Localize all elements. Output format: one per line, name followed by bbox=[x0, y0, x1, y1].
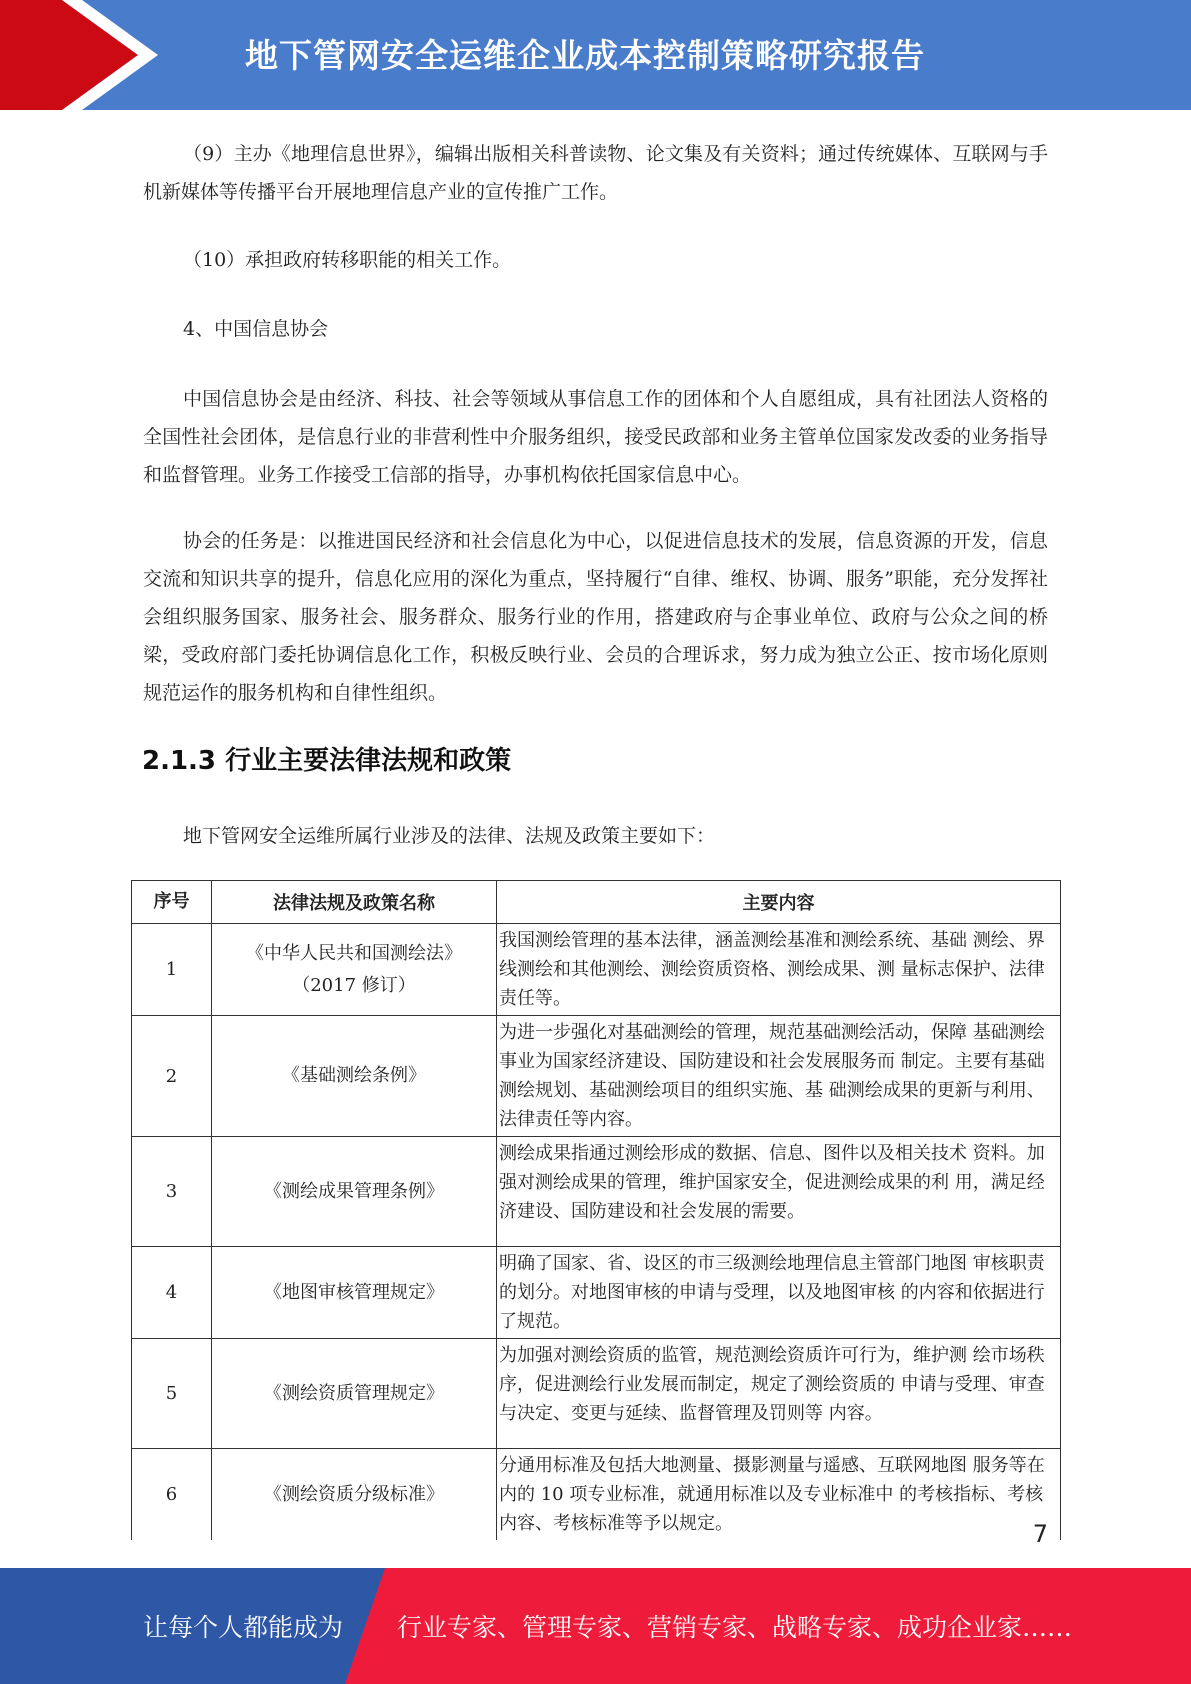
header-content: 主要内容 bbox=[497, 881, 1061, 924]
row-content: 为加强对测绘资质的监管，规范测绘资质许可行为，维护测 绘市场秩序，促进测绘行业发展而制定，规定了测绘资质的 申请与受理、审查与决定、变更与延续、监督管理及罚则等 内容。 bbox=[497, 1339, 1061, 1449]
table-row bbox=[132, 1247, 1061, 1339]
row-content: 分通用标准及包括大地测量、摄影测量与遥感、互联网地图 服务等在内的 10 项专业标准，就通用标准以及专业标准中 的考核指标、考核内容、考核标准等予以规定。 bbox=[497, 1449, 1061, 1541]
law-regulation-table bbox=[131, 880, 1061, 1540]
header-name: 法律法规及政策名称 bbox=[212, 881, 497, 924]
row-no: 4 bbox=[132, 1247, 212, 1339]
row-name: 《测绘成果管理条例》 bbox=[212, 1137, 497, 1247]
table-row bbox=[132, 1449, 1061, 1541]
row-content: 我国测绘管理的基本法律，涵盖测绘基准和测绘系统、基础 测绘、界线测绘和其他测绘、测绘资质资格、测绘成果、测 量标志保护、法律责任等。 bbox=[497, 924, 1061, 1016]
row-name: 《测绘资质分级标准》 bbox=[212, 1449, 497, 1541]
row-no: 2 bbox=[132, 1016, 212, 1137]
paragraph-association-intro: 中国信息协会是由经济、科技、社会等领域从事信息工作的团体和个人自愿组成，具有社团法人资格的全国性社会团体，是信息行业的非营利性中介服务组织，接受民政部和业务主管单位国家发改委的业务指导和监督管理。业务工作接受工信部的指导，办事机构依托国家信息中心。 bbox=[143, 388, 1048, 486]
footer-slogan-left: 让每个人都能成为 bbox=[143, 1613, 344, 1642]
table-row bbox=[132, 1016, 1061, 1137]
row-no: 3 bbox=[132, 1137, 212, 1247]
row-no: 1 bbox=[132, 924, 212, 1016]
section-heading: 2.1.3 行业主要法律法规和政策 bbox=[142, 746, 512, 776]
paragraph-item-9: （9）主办《地理信息世界》，编辑出版相关科普读物、论文集及有关资料；通过传统媒体、互联网与手机新媒体等传播平台开展地理信息产业的宣传推广工作。 bbox=[143, 143, 1048, 203]
row-content: 明确了国家、省、设区的市三级测绘地理信息主管部门地图 审核职责的划分。对地图审核的申请与受理，以及地图审核 的内容和依据进行了规范。 bbox=[497, 1247, 1061, 1339]
footer-slogan-right: 行业专家、管理专家、营销专家、战略专家、成功企业家…… bbox=[397, 1613, 1073, 1642]
row-name: 《地图审核管理规定》 bbox=[212, 1247, 497, 1339]
subsection-label: 4、中国信息协会 bbox=[183, 318, 329, 340]
table-intro: 地下管网安全运维所属行业涉及的法律、法规及政策主要如下： bbox=[183, 825, 716, 847]
row-name: 《测绘资质管理规定》 bbox=[212, 1339, 497, 1449]
table-row bbox=[132, 924, 1061, 1016]
row-no: 6 bbox=[132, 1449, 212, 1541]
row-name: 《中华人民共和国测绘法》（2017 修订） bbox=[212, 924, 497, 1016]
table-row bbox=[132, 1339, 1061, 1449]
report-title: 地下管网安全运维企业成本控制策略研究报告 bbox=[245, 36, 925, 75]
page-number: 7 bbox=[1032, 1520, 1048, 1548]
page-header bbox=[0, 0, 1191, 110]
paragraph-item-10: （10）承担政府转移职能的相关工作。 bbox=[183, 249, 512, 271]
row-content: 测绘成果指通过测绘形成的数据、信息、图件以及相关技术 资料。加强对测绘成果的管理，维护国家安全，促进测绘成果的利 用，满足经济建设、国防建设和社会发展的需要。 bbox=[497, 1137, 1061, 1247]
row-name: 《基础测绘条例》 bbox=[212, 1016, 497, 1137]
paragraph-association-tasks: 协会的任务是：以推进国民经济和社会信息化为中心，以促进信息技术的发展，信息资源的开发，信息交流和知识共享的提升，信息化应用的深化为重点，坚持履行“自律、维权、协调、服务”职能，充分发挥社会组织服务国家、服务社会、服务群众、服务行业的作用，搭建政府与企事业单位、政府与公众之间的桥梁，受政府部门委托协调信息化工作，积极反映行业、会员的合理诉求，努力成为独立公正、按市场化原则规范运作的服务机构和自律性组织。 bbox=[143, 530, 1048, 704]
row-content: 为进一步强化对基础测绘的管理，规范基础测绘活动，保障 基础测绘事业为国家经济建设、国防建设和社会发展服务而 制定。主要有基础测绘规划、基础测绘项目的组织实施、基 础测绘成果的更新与利用、法律责任等内容。 bbox=[497, 1016, 1061, 1137]
table-header-row bbox=[132, 881, 1061, 924]
page-footer bbox=[0, 1568, 1191, 1684]
table-row bbox=[132, 1137, 1061, 1247]
header-no: 序号 bbox=[132, 881, 212, 924]
row-no: 5 bbox=[132, 1339, 212, 1449]
